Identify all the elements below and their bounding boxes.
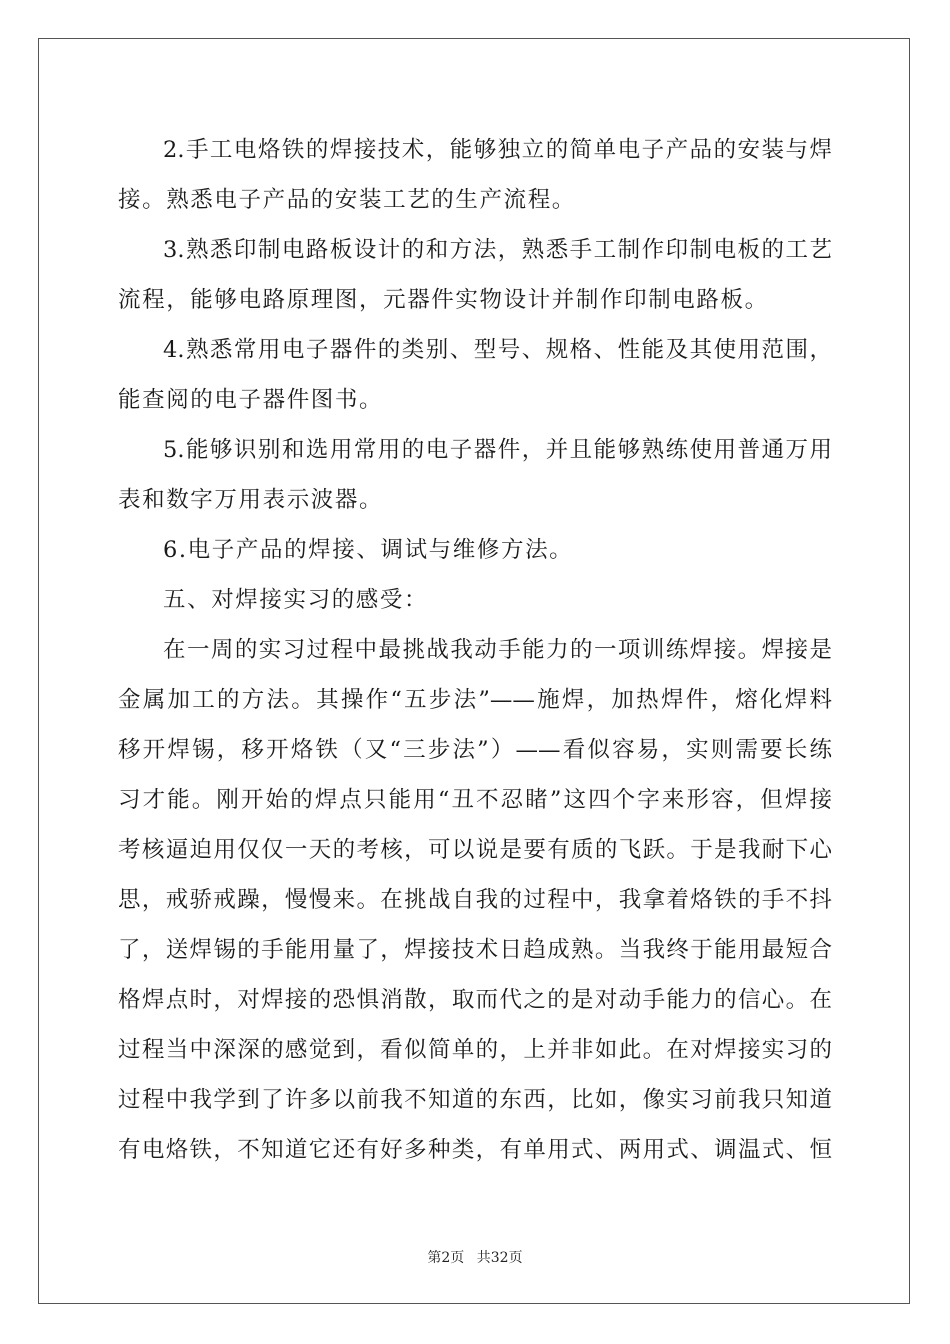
body-line-8: 表和数字万用表示波器。: [118, 487, 384, 513]
body-line-14: 习才能。刚开始的焊点只能用“丑不忍睹”这四个字来形容，但焊接: [118, 787, 832, 813]
body-line-15: 考核逼迫用仅仅一天的考核，可以说是要有质的飞跃。于是我耐下心: [118, 837, 832, 863]
body-line-6: 能查阅的电子器件图书。: [118, 387, 384, 413]
body-line-9: 6.电子产品的焊接、调试与维修方法。: [163, 537, 574, 563]
body-line-1: 2.手工电烙铁的焊接技术，能够独立的简单电子产品的安装与焊: [163, 137, 832, 163]
body-line-5: 4.熟悉常用电子器件的类别、型号、规格、性能及其使用范围，: [163, 337, 832, 363]
body-line-20: 过程中我学到了许多以前我不知道的东西，比如，像实习前我只知道: [118, 1087, 832, 1113]
body-line-2: 接。熟悉电子产品的安装工艺的生产流程。: [118, 187, 576, 213]
page-footer: [0, 1247, 950, 1267]
body-line-16: 思，戒骄戒躁，慢慢来。在挑战自我的过程中，我拿着烙铁的手不抖: [118, 887, 832, 913]
body-line-12: 金属加工的方法。其操作“五步法”——施焊，加热焊件，熔化焊料: [118, 687, 832, 713]
body-line-7: 5.能够识别和选用常用的电子器件，并且能够熟练使用普通万用: [163, 437, 832, 463]
page-number: 第2页: [427, 1250, 465, 1266]
body-line-18: 格焊点时，对焊接的恐惧消散，取而代之的是对动手能力的信心。在: [118, 987, 832, 1013]
body-line-13: 移开焊锡，移开烙铁（又“三步法”）——看似容易，实则需要长练: [118, 737, 832, 763]
body-line-4: 流程，能够电路原理图，元器件实物设计并制作印制电路板。: [118, 287, 769, 313]
body-line-3: 3.熟悉印制电路板设计的和方法，熟悉手工制作印制电板的工艺: [163, 237, 832, 263]
body-line-19: 过程当中深深的感觉到，看似简单的，上并非如此。在对焊接实习的: [118, 1037, 832, 1063]
section-heading: 五、对焊接实习的感受：: [163, 587, 429, 613]
page-total: 共32页: [476, 1250, 523, 1266]
body-line-17: 了，送焊锡的手能用量了，焊接技术日趋成熟。当我终于能用最短合: [118, 937, 832, 963]
body-line-21: 有电烙铁，不知道它还有好多种类，有单用式、两用式、调温式、恒: [118, 1137, 832, 1163]
body-line-11: 在一周的实习过程中最挑战我动手能力的一项训练焊接。焊接是: [163, 637, 832, 663]
